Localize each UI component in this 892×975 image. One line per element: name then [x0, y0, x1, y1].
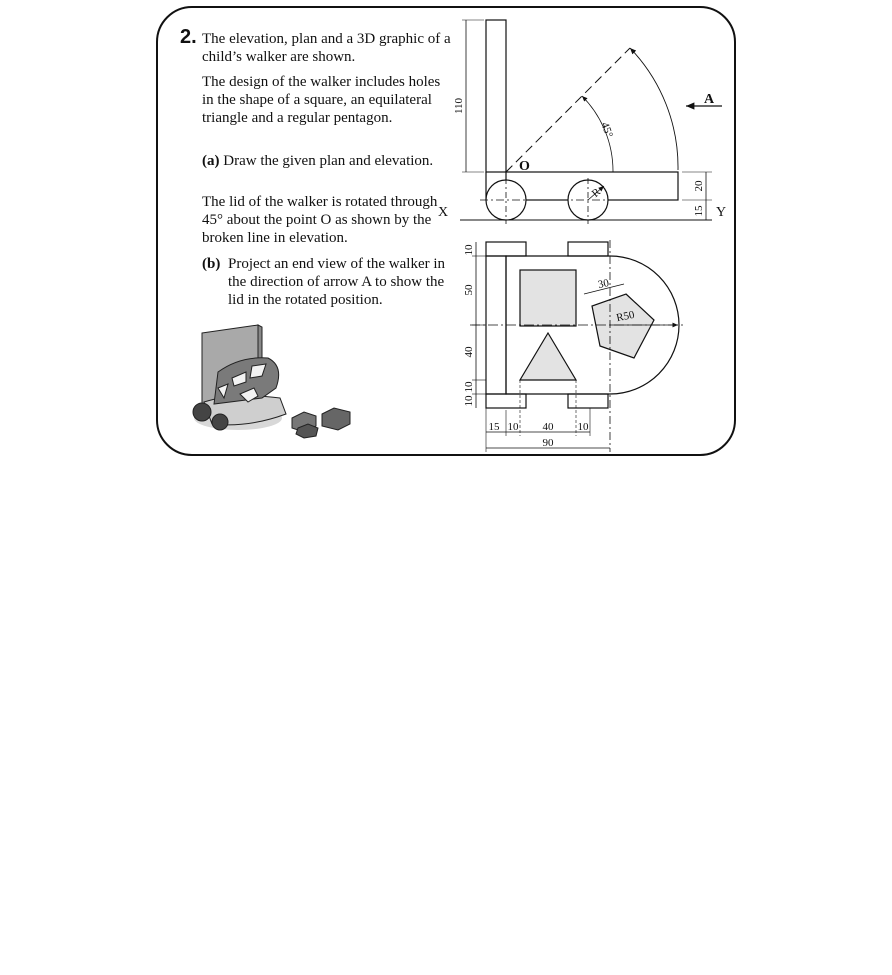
- pentagon-offset-dim: 30: [596, 277, 611, 292]
- angle-label: 45°: [598, 120, 615, 140]
- walker-wheel-front: [193, 403, 211, 421]
- part-a-label: (a): [202, 153, 220, 169]
- x-label: X: [438, 205, 449, 220]
- part-a-text: Draw the given plan and elevation.: [223, 153, 434, 169]
- arrow-a-label: A: [704, 92, 715, 107]
- height-dimension: 110: [453, 97, 465, 115]
- plan-overall-dim: 90: [542, 437, 554, 449]
- rotation-arc: [630, 48, 678, 170]
- plan-wheel-bottom-right: [568, 394, 608, 408]
- part-b-label: (b): [202, 256, 221, 272]
- pentagon-hole: [592, 294, 654, 358]
- plan-wheel-top-left: [486, 242, 526, 256]
- lid-dimension: 20: [693, 180, 705, 192]
- plan-wheel-top-right: [568, 242, 608, 256]
- lid-text: The lid of the walker is rotated through 45° about the point O as shown by the broken line in elevation.: [202, 194, 438, 246]
- intro-text: The elevation, plan and a 3D graphic of a child’s walker are shown.: [202, 31, 451, 65]
- walker-3d-graphic: [193, 325, 350, 438]
- base-dimension: 15: [693, 205, 705, 217]
- plan-dim-v-3: 10: [463, 381, 475, 393]
- design-text: The design of the walker includes holes in the shape of a square, an equilateral triangle and a regular pentagon.: [202, 74, 441, 126]
- plan-dim-h-1: 10: [507, 421, 519, 433]
- plan-dim-h-0: 15: [488, 421, 500, 433]
- square-hole: [520, 270, 576, 326]
- plan-dim-v-2: 40: [463, 346, 475, 358]
- radius-label: R: [589, 186, 604, 200]
- r50-label: R50: [615, 308, 636, 325]
- triangle-hole: [520, 333, 576, 380]
- walker-wheel-rear: [212, 414, 228, 430]
- plan-dim-h-3: 10: [577, 421, 589, 433]
- plan-dim-v-4: 10: [463, 395, 475, 407]
- plan-dim-v-1: 50: [463, 284, 475, 296]
- point-o-label: O: [519, 159, 530, 174]
- plan-dim-v-0: 10: [463, 244, 475, 256]
- elevation-upright: [486, 20, 506, 172]
- question-number: 2.: [180, 26, 197, 48]
- plan-dim-h-2: 40: [542, 421, 554, 433]
- y-label: Y: [716, 205, 727, 220]
- part-b-text: Project an end view of the walker in the direction of arrow A to show the lid in the rotated position.: [228, 256, 446, 308]
